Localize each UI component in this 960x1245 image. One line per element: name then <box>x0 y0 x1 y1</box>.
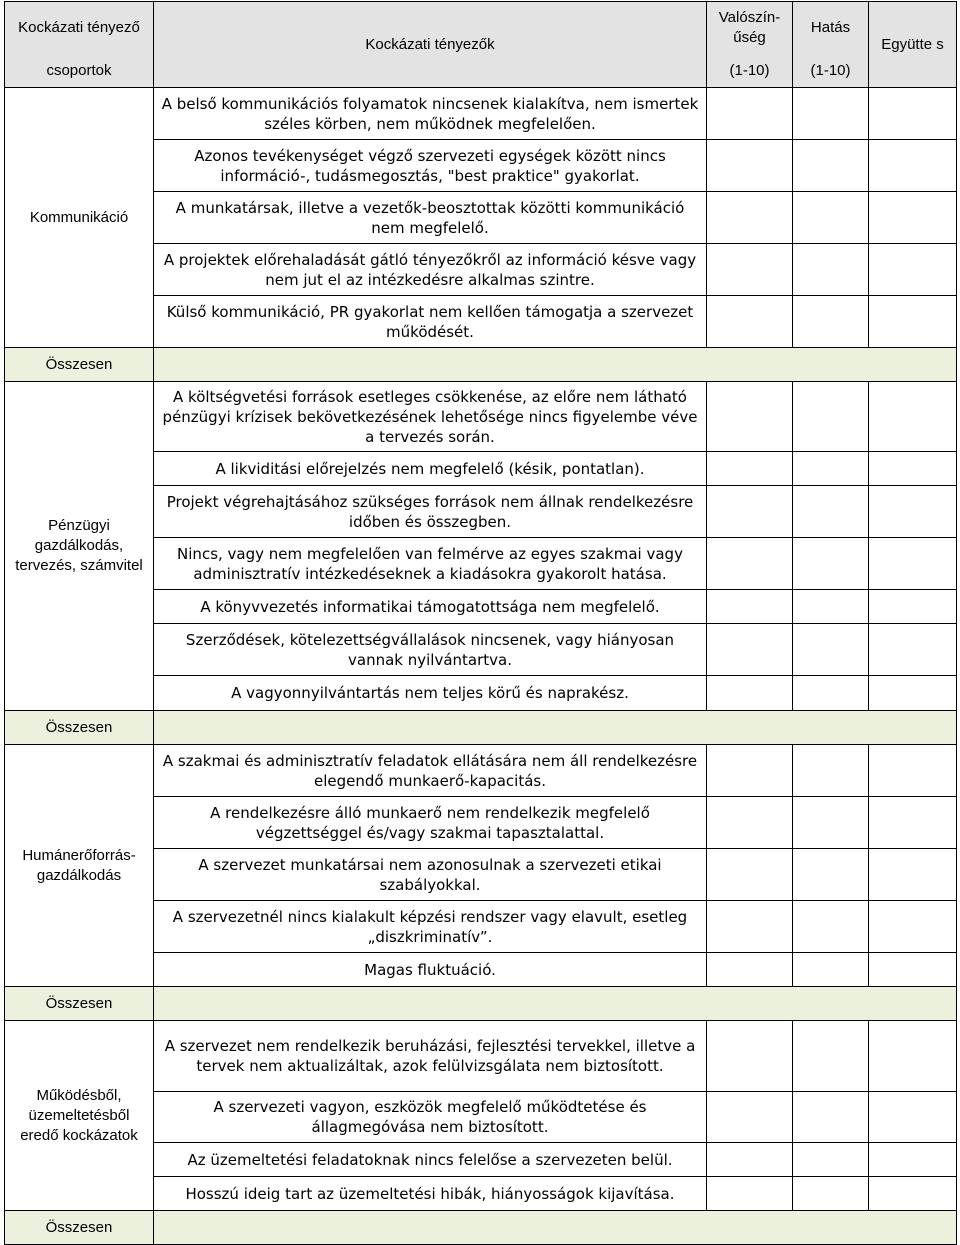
probability-cell[interactable] <box>707 1143 793 1177</box>
impact-cell[interactable] <box>793 1143 869 1177</box>
group-name-mukodes: Működésből, üzemeltetésből eredő kockázatok <box>5 1021 154 1211</box>
impact-cell[interactable] <box>793 797 869 849</box>
probability-cell[interactable] <box>707 745 793 797</box>
impact-cell[interactable] <box>793 244 869 296</box>
risk-factor-text: A belső kommunikációs folyamatok nincsenek kialakítva, nem ismertek széles körben, nem működnek megfelelően. <box>154 88 707 140</box>
probability-cell[interactable] <box>707 901 793 953</box>
total-cell[interactable] <box>869 382 957 452</box>
total-cell[interactable] <box>869 140 957 192</box>
total-cell[interactable] <box>869 244 957 296</box>
impact-cell[interactable] <box>793 590 869 624</box>
risk-factor-text: Az üzemeltetési feladatoknak nincs felelőse a szervezeten belül. <box>154 1143 707 1177</box>
impact-cell[interactable] <box>793 140 869 192</box>
probability-cell[interactable] <box>707 1092 793 1143</box>
probability-cell[interactable] <box>707 140 793 192</box>
risk-factor-text: Külső kommunikáció, PR gyakorlat nem kellően támogatja a szervezet működését. <box>154 296 707 348</box>
probability-cell[interactable] <box>707 676 793 711</box>
group-name-penzugyi: Pénzügyi gazdálkodás, tervezés, számvitel <box>5 382 154 711</box>
impact-cell[interactable] <box>793 901 869 953</box>
sum-cell[interactable] <box>154 348 957 382</box>
sum-cell[interactable] <box>154 987 957 1021</box>
sum-row <box>5 711 957 745</box>
total-cell[interactable] <box>869 88 957 140</box>
probability-cell[interactable] <box>707 296 793 348</box>
total-cell[interactable] <box>869 192 957 244</box>
table-row <box>5 1021 957 1092</box>
risk-factor-text: A rendelkezésre álló munkaerő nem rendelkezik megfelelő végzettséggel és/vagy szakmai tapasztalattal. <box>154 797 707 849</box>
group-name-kommunikacio: Kommunikáció <box>5 88 154 348</box>
risk-factor-text: A munkatársak, illetve a vezetők-beosztottak közötti kommunikáció nem megfelelő. <box>154 192 707 244</box>
impact-cell[interactable] <box>793 849 869 901</box>
risk-factor-text: A likviditási előrejelzés nem megfelelő (késik, pontatlan). <box>154 452 707 486</box>
total-cell[interactable] <box>869 452 957 486</box>
sum-label: Összesen <box>5 711 154 745</box>
probability-cell[interactable] <box>707 590 793 624</box>
probability-col-header: Valószínűség <box>707 2 793 55</box>
factor-col-header: Kockázati tényezők <box>154 2 707 88</box>
impact-cell[interactable] <box>793 745 869 797</box>
groups-label: csoportok <box>5 55 154 88</box>
impact-cell[interactable] <box>793 1092 869 1143</box>
probability-cell[interactable] <box>707 538 793 590</box>
sum-cell[interactable] <box>154 1211 957 1245</box>
risk-factor-text: A szervezet nem rendelkezik beruházási, fejlesztési tervekkel, illetve a tervek nem aktualizáltak, azok felülvizsgálata nem biztosított. <box>154 1021 707 1092</box>
total-cell[interactable] <box>869 590 957 624</box>
impact-cell[interactable] <box>793 538 869 590</box>
total-cell[interactable] <box>869 624 957 676</box>
impact-cell[interactable] <box>793 296 869 348</box>
probability-cell[interactable] <box>707 953 793 987</box>
sum-label: Összesen <box>5 987 154 1021</box>
probability-cell[interactable] <box>707 244 793 296</box>
impact-cell[interactable] <box>793 88 869 140</box>
risk-factor-text: A szervezet munkatársai nem azonosulnak a szervezeti etikai szabályokkal. <box>154 849 707 901</box>
sum-cell[interactable] <box>154 711 957 745</box>
impact-scale: (1-10) <box>793 55 869 88</box>
probability-cell[interactable] <box>707 624 793 676</box>
probability-cell[interactable] <box>707 88 793 140</box>
table-row <box>5 382 957 452</box>
risk-factor-text: Nincs, vagy nem megfelelően van felmérve az egyes szakmai vagy adminisztratív intézkedéseknek a kiadásokra gyakorolt hatása. <box>154 538 707 590</box>
probability-cell[interactable] <box>707 1021 793 1092</box>
probability-scale: (1-10) <box>707 55 793 88</box>
sum-row <box>5 987 957 1021</box>
probability-cell[interactable] <box>707 486 793 538</box>
impact-cell[interactable] <box>793 1177 869 1211</box>
risk-factor-text: A szervezetnél nincs kialakult képzési rendszer vagy elavult, esetleg „diszkriminatív”. <box>154 901 707 953</box>
risk-factor-text: Azonos tevékenységet végző szervezeti egységek között nincs információ-, tudásmegosztás, "best praktice" gyakorlat. <box>154 140 707 192</box>
total-cell[interactable] <box>869 676 957 711</box>
risk-factor-text: A szakmai és adminisztratív feladatok ellátására nem áll rendelkezésre elegendő munkaerő-kapacitás. <box>154 745 707 797</box>
group-col-header: Kockázati tényező <box>5 2 154 55</box>
probability-cell[interactable] <box>707 192 793 244</box>
sum-row <box>5 348 957 382</box>
risk-factor-text: Magas fluktuáció. <box>154 953 707 987</box>
impact-cell[interactable] <box>793 676 869 711</box>
impact-cell[interactable] <box>793 452 869 486</box>
total-cell[interactable] <box>869 953 957 987</box>
sum-label: Összesen <box>5 1211 154 1245</box>
total-cell[interactable] <box>869 797 957 849</box>
total-col-header: Együtte s <box>869 2 957 88</box>
risk-factor-text: A könyvvezetés informatikai támogatottsága nem megfelelő. <box>154 590 707 624</box>
total-cell[interactable] <box>869 538 957 590</box>
probability-cell[interactable] <box>707 382 793 452</box>
total-cell[interactable] <box>869 1092 957 1143</box>
risk-factor-text: A költségvetési források esetleges csökkenése, az előre nem látható pénzügyi krízisek bekövetkezésének lehetősége nincs figyelembe véve a tervezés során. <box>154 382 707 452</box>
impact-cell[interactable] <box>793 382 869 452</box>
impact-cell[interactable] <box>793 486 869 538</box>
risk-factor-text: A vagyonnyilvántartás nem teljes körű és naprakész. <box>154 676 707 711</box>
sum-label: Összesen <box>5 348 154 382</box>
total-cell[interactable] <box>869 1143 957 1177</box>
risk-factor-table <box>4 1 957 1245</box>
impact-cell[interactable] <box>793 624 869 676</box>
risk-factor-text: A szervezeti vagyon, eszközök megfelelő működtetése és állagmegóvása nem biztosított. <box>154 1092 707 1143</box>
table-row <box>5 88 957 140</box>
total-cell[interactable] <box>869 745 957 797</box>
total-cell[interactable] <box>869 1021 957 1092</box>
risk-factor-text: Hosszú ideig tart az üzemeltetési hibák, hiányosságok kijavítása. <box>154 1177 707 1211</box>
impact-col-header: Hatás <box>793 2 869 55</box>
probability-cell[interactable] <box>707 797 793 849</box>
risk-factor-text: Projekt végrehajtásához szükséges források nem állnak rendelkezésre időben és összegben. <box>154 486 707 538</box>
table-row <box>5 745 957 797</box>
total-cell[interactable] <box>869 849 957 901</box>
total-cell[interactable] <box>869 486 957 538</box>
impact-cell[interactable] <box>793 953 869 987</box>
group-name-humaneroforras: Humánerőforrás-gazdálkodás <box>5 745 154 987</box>
probability-cell[interactable] <box>707 849 793 901</box>
probability-cell[interactable] <box>707 452 793 486</box>
total-cell[interactable] <box>869 901 957 953</box>
header-row <box>5 2 957 55</box>
impact-cell[interactable] <box>793 1021 869 1092</box>
sum-row <box>5 1211 957 1245</box>
risk-factor-text: A projektek előrehaladását gátló tényezőkről az információ késve vagy nem jut el az intézkedésre alkalmas szintre. <box>154 244 707 296</box>
total-cell[interactable] <box>869 296 957 348</box>
risk-factor-text: Szerződések, kötelezettségvállalások nincsenek, vagy hiányosan vannak nyilvántartva. <box>154 624 707 676</box>
probability-cell[interactable] <box>707 1177 793 1211</box>
total-cell[interactable] <box>869 1177 957 1211</box>
impact-cell[interactable] <box>793 192 869 244</box>
